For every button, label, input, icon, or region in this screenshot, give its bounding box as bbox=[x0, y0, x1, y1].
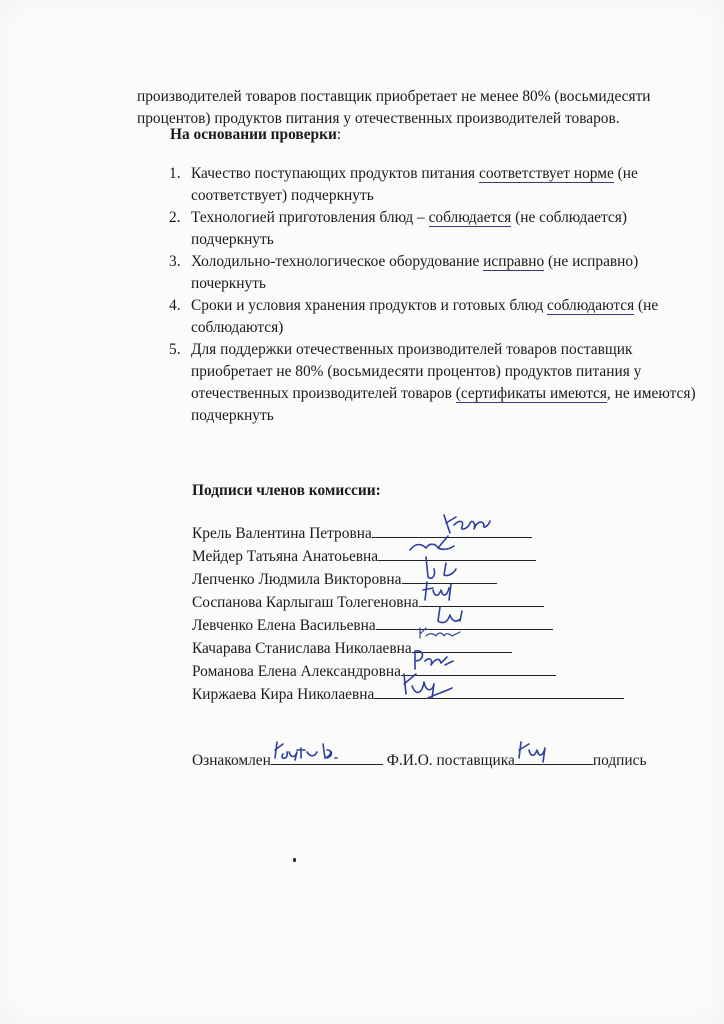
handwritten-signature bbox=[418, 624, 478, 644]
list-item: 5. Для поддержки отечественных производителей товаров поставщик приобретает не 80% (восьмидесяти процентов) продуктов питания у отечественных производителей товаров (сертификаты имеются, не имеются) подчеркнуть bbox=[169, 341, 696, 424]
member-signature-row bbox=[192, 615, 553, 637]
member-name: Мейдер Татьяна Анатоьевна bbox=[192, 548, 379, 565]
member-signature-row bbox=[192, 684, 624, 706]
supplier-signature-line bbox=[515, 750, 593, 765]
list-item: 1. Качество поступающих продуктов питания соответствует норме (не соответствует) подчеркнуть bbox=[169, 165, 638, 204]
list-item: 3. Холодильно-технологическое оборудование исправно (не исправно) почеркнуть bbox=[169, 253, 639, 292]
member-signature-row bbox=[192, 661, 556, 683]
supplier-name-line bbox=[271, 750, 383, 765]
inspection-results-list bbox=[165, 163, 705, 427]
list-item: 2. Технологией приготовления блюд – соблюдается (не соблюдается) подчеркнуть bbox=[169, 209, 627, 248]
handwritten-supplier-signature bbox=[515, 738, 593, 764]
scan-speck bbox=[293, 858, 296, 862]
member-name: Романова Елена Александровна bbox=[192, 663, 401, 680]
intro-paragraph: производителей товаров поставщик приобретает не менее 80% (восьмидесяти процентов) продуктов питания у отечественных производителей товаров. bbox=[137, 88, 651, 128]
list-item: 4. Сроки и условия хранения продуктов и готовых блюд соблюдаются (не соблюдаются) bbox=[169, 297, 659, 336]
member-name: Крель Валентина Петровна bbox=[192, 525, 372, 542]
handwritten-supplier-name bbox=[271, 738, 383, 764]
supplier-acknowledgement bbox=[192, 750, 646, 772]
member-signature-row bbox=[192, 523, 532, 545]
member-signature-row bbox=[192, 546, 536, 568]
fio-supplier-label: Ф.И.О. поставщика bbox=[386, 752, 515, 769]
signature-line bbox=[374, 684, 624, 699]
member-name: Соспанова Карлыгаш Толегеновна bbox=[192, 594, 419, 611]
inspection-heading: На основании проверки: bbox=[170, 126, 342, 143]
signature-label: подпись bbox=[592, 752, 647, 769]
signatures-heading: Подписи членов комиссии: bbox=[192, 482, 381, 499]
acquainted-label: Ознакомлен bbox=[192, 752, 271, 769]
member-name: Киржаева Кира Николаевна bbox=[192, 686, 375, 703]
handwritten-signature bbox=[402, 670, 472, 704]
member-name: Лепченко Людмила Викторовна bbox=[192, 571, 402, 588]
member-name: Качарава Станислава Николаевна bbox=[192, 640, 412, 657]
member-name: Левченко Елена Васильевна bbox=[192, 617, 376, 634]
